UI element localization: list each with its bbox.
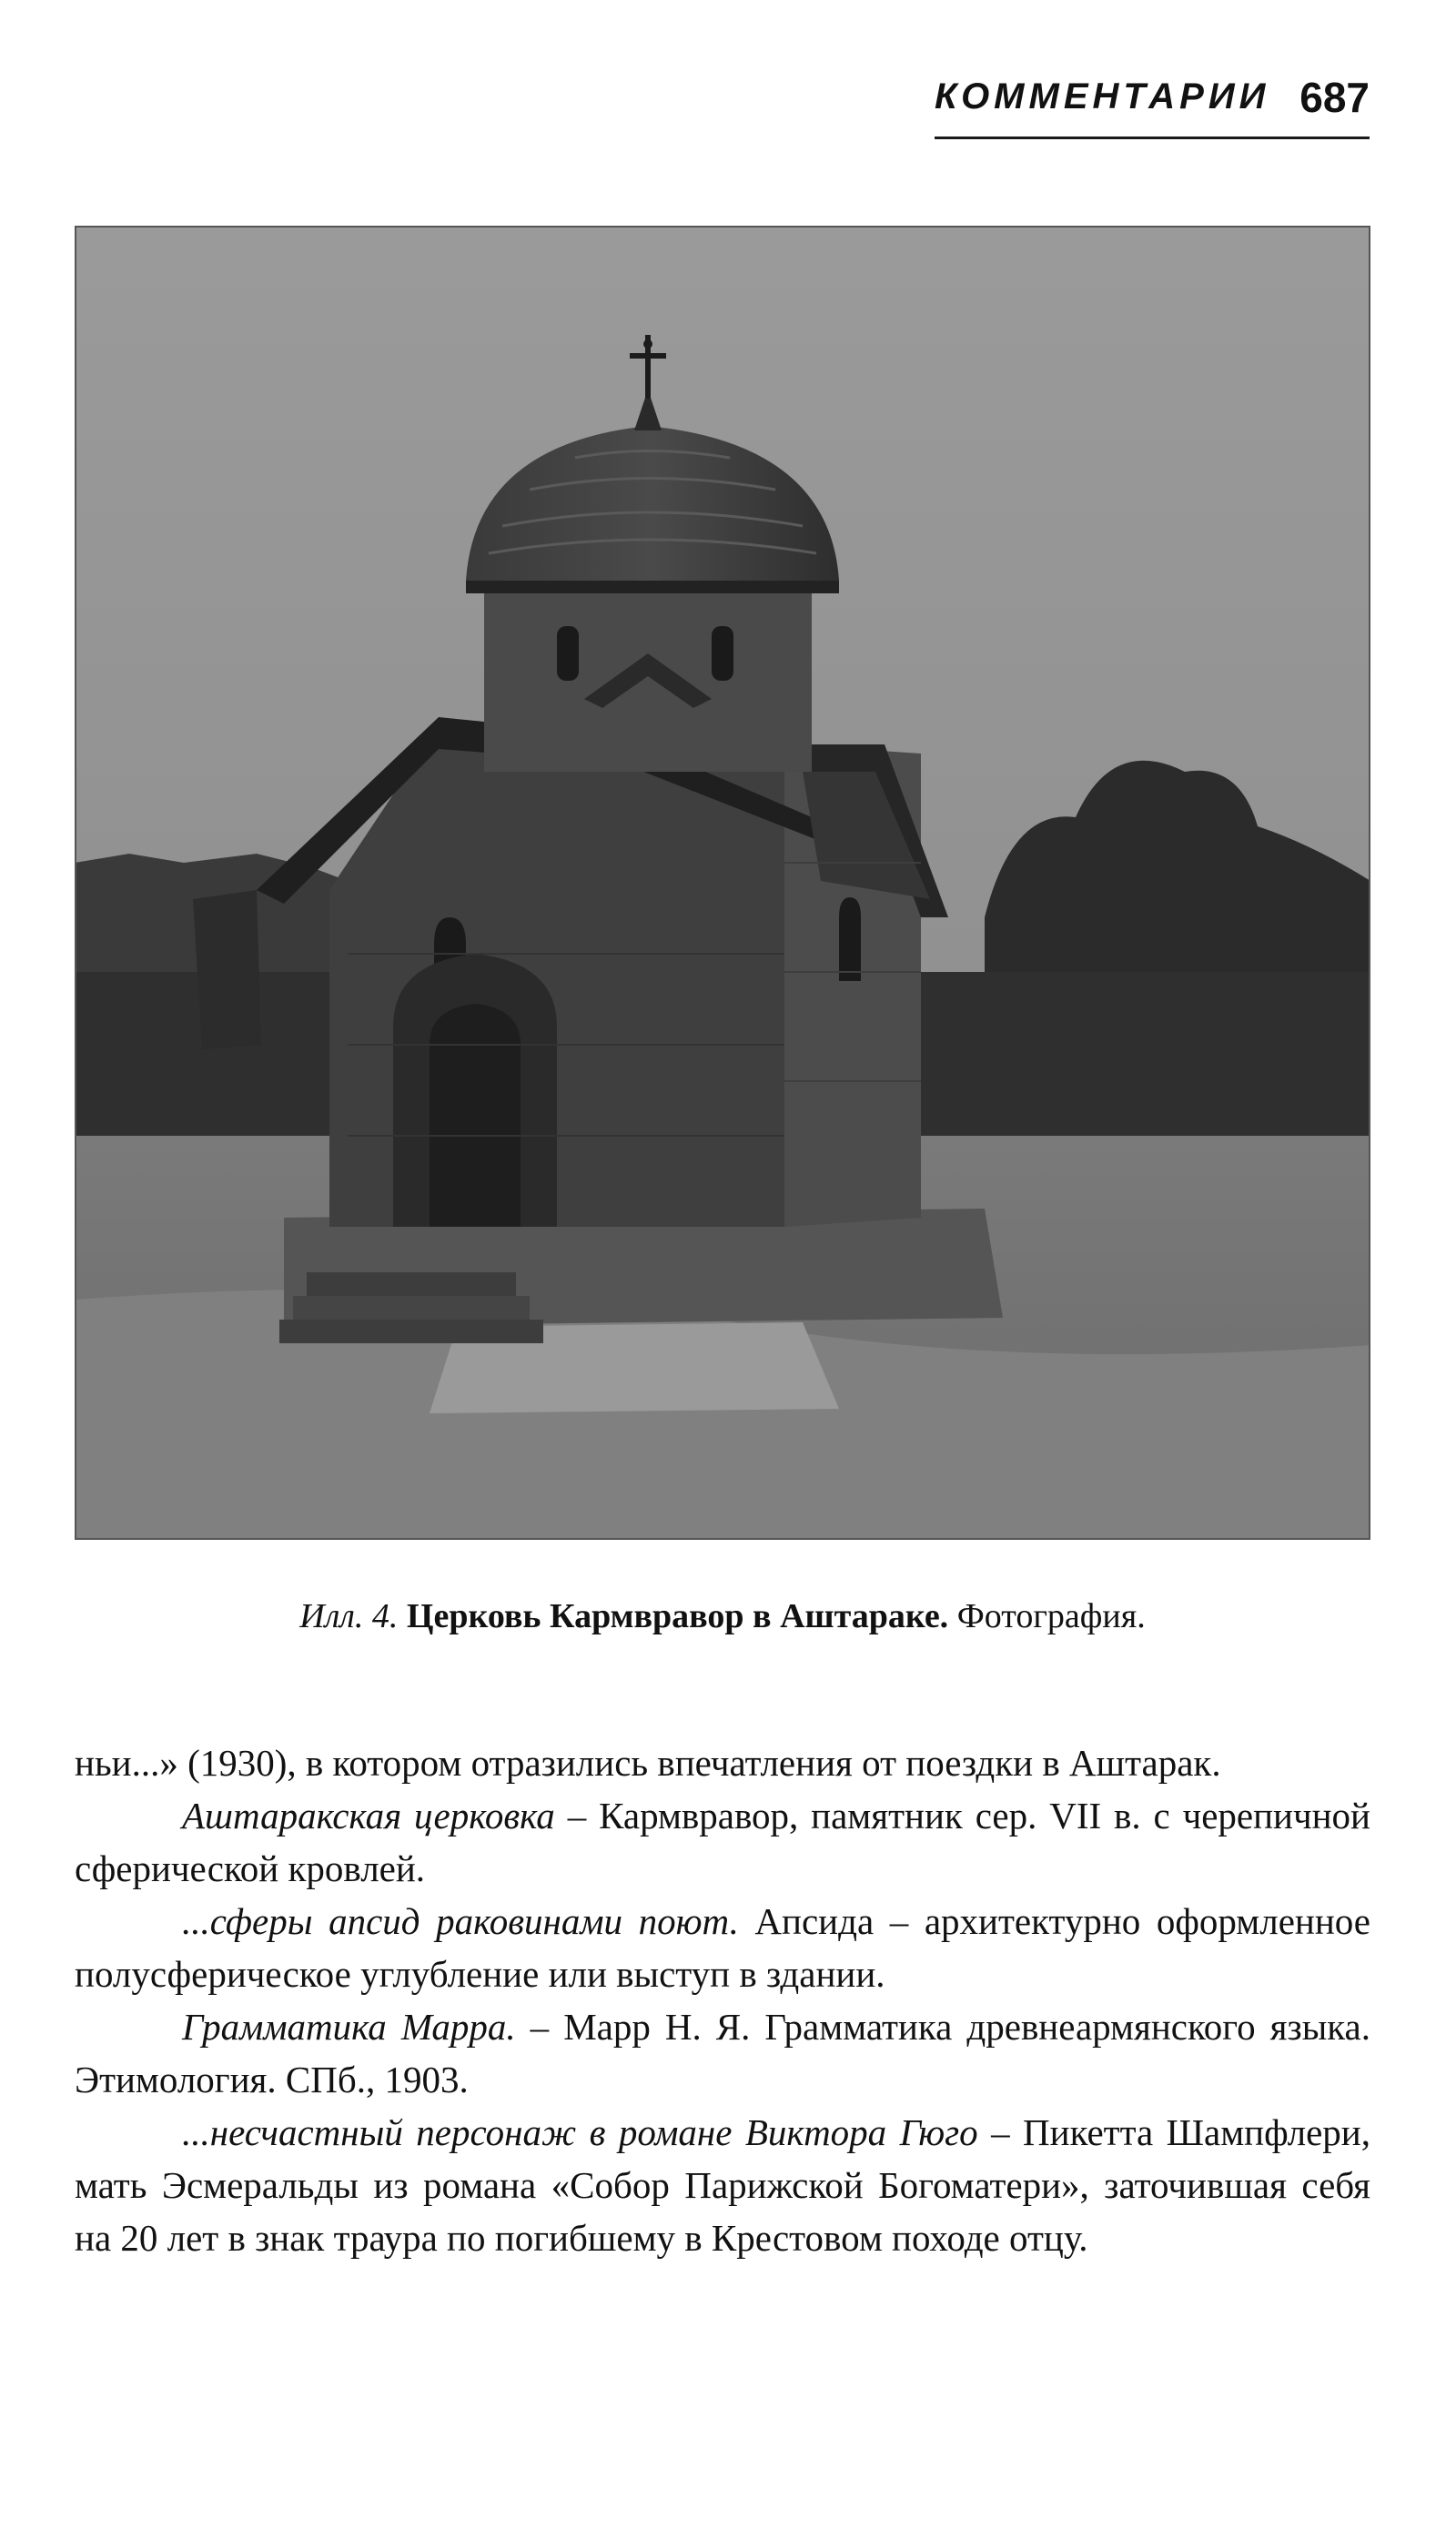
figure-type: Фотография. [956,1597,1146,1635]
commentary-body [75,1736,1370,2264]
section-title: КОММЕНТАРИИ [935,76,1270,116]
paragraph-text: – Марр Н. Я. Грамматика древнеармянского языка. Этимология. СПб., 1903. [75,2006,1370,2100]
paragraph [75,1895,1370,2000]
running-header [935,71,1370,139]
page-number: 687 [1299,74,1370,121]
figure-caption [75,1594,1370,1638]
paragraph [75,2000,1370,2106]
commentary-term: ...сферы апсид раковинами поют. [182,1900,739,1942]
paragraph-text: – Пикетта Шампфлери, мать Эсмеральды из романа «Собор Парижской Богоматери», заточившая себя на 20 лет в знак траура по погибшему в Крестовом походе отцу. [75,2111,1370,2259]
paragraph [75,1789,1370,1895]
figure-title: Церковь Кармвравор в Аштараке. [406,1597,949,1635]
paragraph-text: Апсида – архитектурно оформленное полусферическое углубление или выступ в здании. [75,1900,1370,1995]
paragraph-text: – Кармвравор, памятник сер. VII в. с черепичной сферической кровлей. [75,1795,1370,1889]
paragraph [75,2106,1370,2264]
window-south [839,897,861,981]
church-photograph [75,226,1370,1540]
khachkar [193,890,261,1049]
paragraph [75,1736,1370,1789]
commentary-term: Аштаракская церковка [182,1795,555,1837]
figure-label: Илл. 4. [299,1597,399,1635]
paragraph-text: ньи...» (1930), в котором отразились впечатления от поездки в Аштарак. [75,1742,1221,1784]
commentary-term: ...несчастный персонаж в романе Виктора Гюго [182,2111,978,2153]
commentary-term: Грамматика Марра. [182,2006,516,2048]
